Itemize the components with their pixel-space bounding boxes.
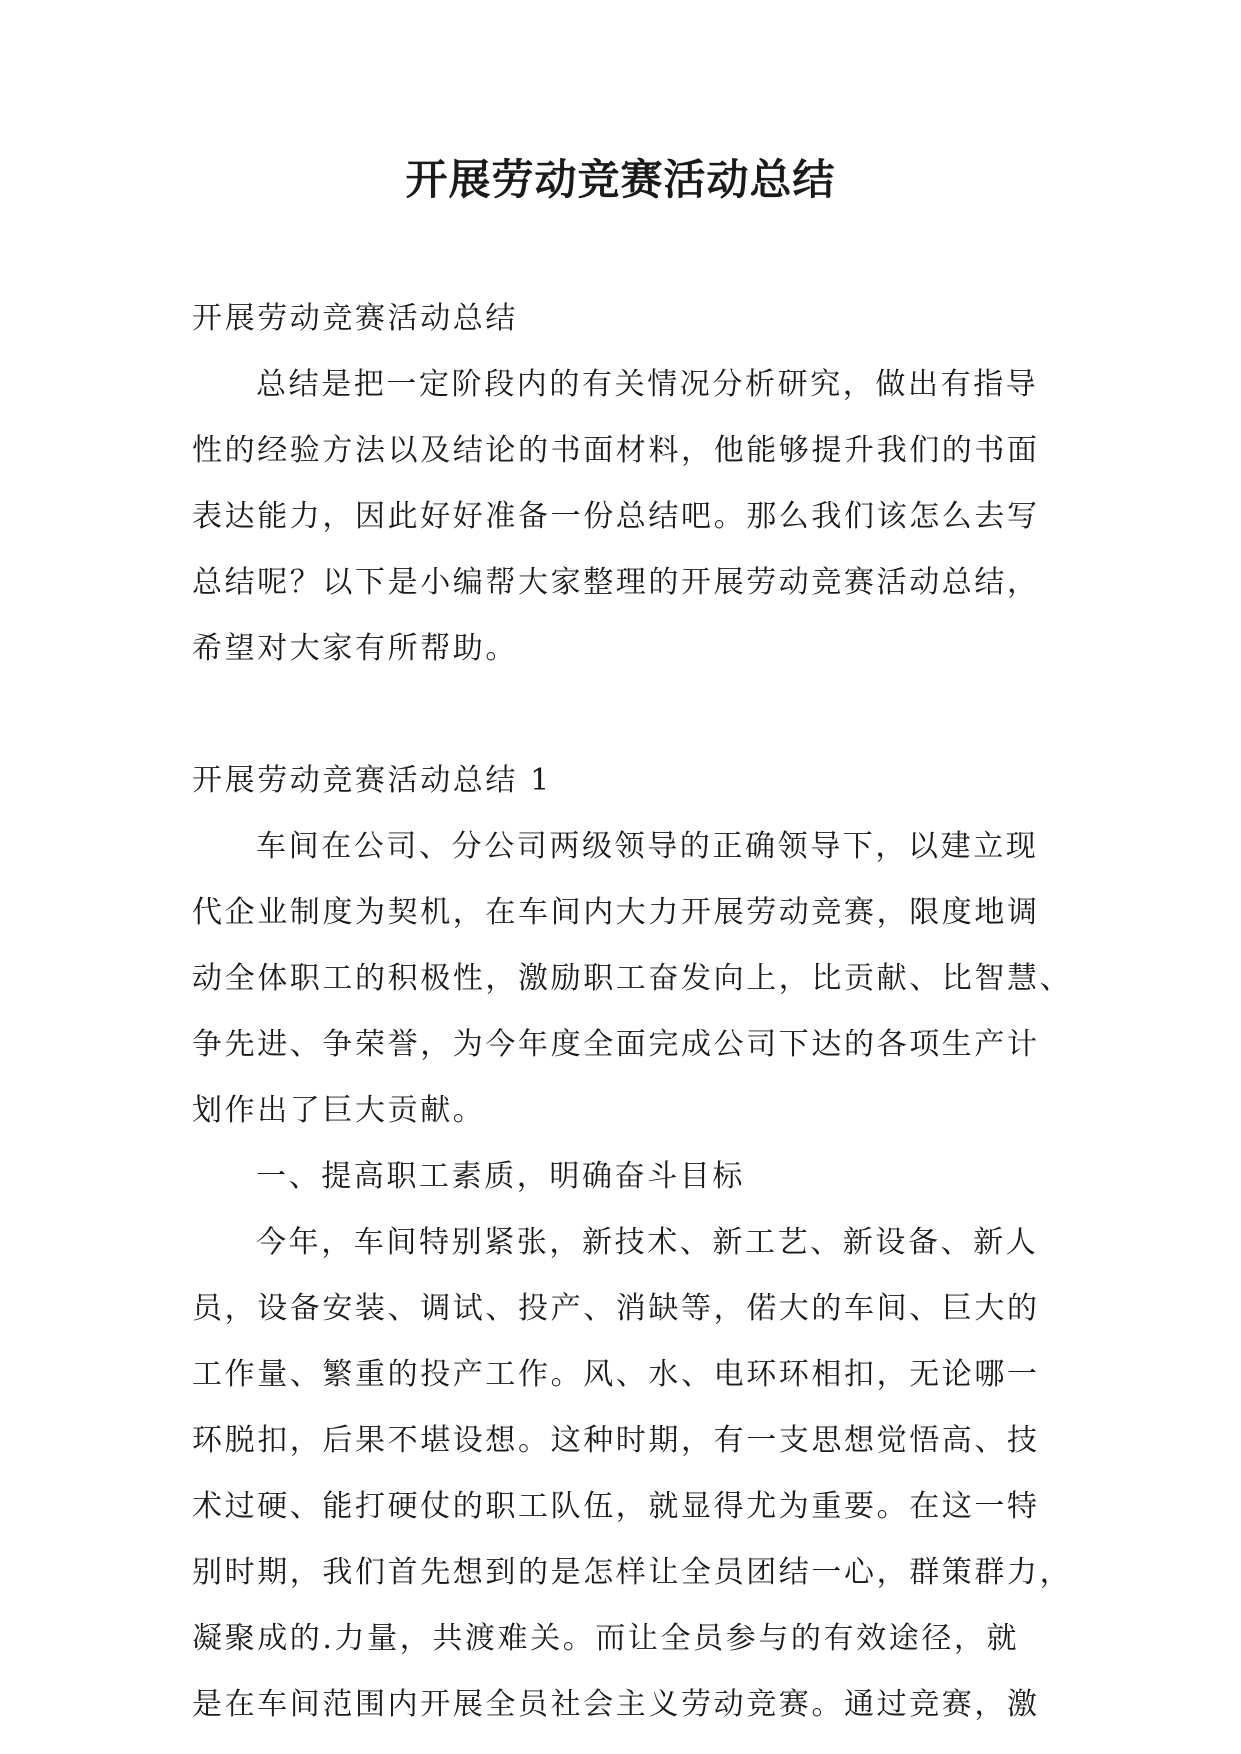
paragraph-line: 争先进、争荣誉，为今年度全面完成公司下达的各项生产计 <box>192 1027 1040 1062</box>
paragraph-line: 术过硬、能打硬仗的职工队伍，就显得尤为重要。在这一特 <box>192 1489 1040 1524</box>
document-title: 开展劳动竞赛活动总结 <box>405 155 836 204</box>
paragraph-line: 今年，车间特别紧张，新技术、新工艺、新设备、新人 <box>256 1225 1039 1260</box>
section-heading: 开展劳动竞赛活动总结 1 <box>192 763 552 798</box>
paragraph-line: 环脱扣，后果不堪设想。这种时期，有一支思想觉悟高、技 <box>192 1423 1040 1458</box>
document-body <box>192 286 1073 1738</box>
paragraph-line: 别时期，我们首先想到的是怎样让全员团结一心，群策群力， <box>192 1555 1073 1590</box>
paragraph-line: 员，设备安装、调试、投产、消缺等，偌大的车间、巨大的 <box>192 1291 1040 1326</box>
intro-line: 希望对大家有所帮助。 <box>192 631 518 666</box>
intro-heading: 开展劳动竞赛活动总结 <box>192 301 518 336</box>
subheading: 一、提高职工素质，明确奋斗目标 <box>256 1159 745 1194</box>
paragraph-line: 动全体职工的积极性，激励职工奋发向上，比贡献、比智慧、 <box>192 961 1073 996</box>
paragraph-line: 工作量、繁重的投产工作。风、水、电环环相扣，无论哪一 <box>192 1357 1040 1392</box>
intro-line: 总结是把一定阶段内的有关情况分析研究，做出有指导 <box>256 367 1039 402</box>
paragraph-line: 是在车间范围内开展全员社会主义劳动竞赛。通过竞赛，激 <box>192 1687 1040 1722</box>
paragraph-line: 代企业制度为契机，在车间内大力开展劳动竞赛，限度地调 <box>192 895 1040 930</box>
paragraph-line: 划作出了巨大贡献。 <box>192 1093 486 1128</box>
paragraph-line: 车间在公司、分公司两级领导的正确领导下，以建立现 <box>256 829 1039 864</box>
intro-line: 性的经验方法以及结论的书面材料，他能够提升我们的书面 <box>192 433 1040 468</box>
intro-line: 总结呢？以下是小编帮大家整理的开展劳动竞赛活动总结， <box>192 565 1040 600</box>
intro-line: 表达能力，因此好好准备一份总结吧。那么我们该怎么去写 <box>192 499 1040 534</box>
paragraph-spacer <box>192 682 1054 748</box>
paragraph-line: 凝聚成的.力量，共渡难关。而让全员参与的有效途径，就 <box>192 1621 1020 1656</box>
